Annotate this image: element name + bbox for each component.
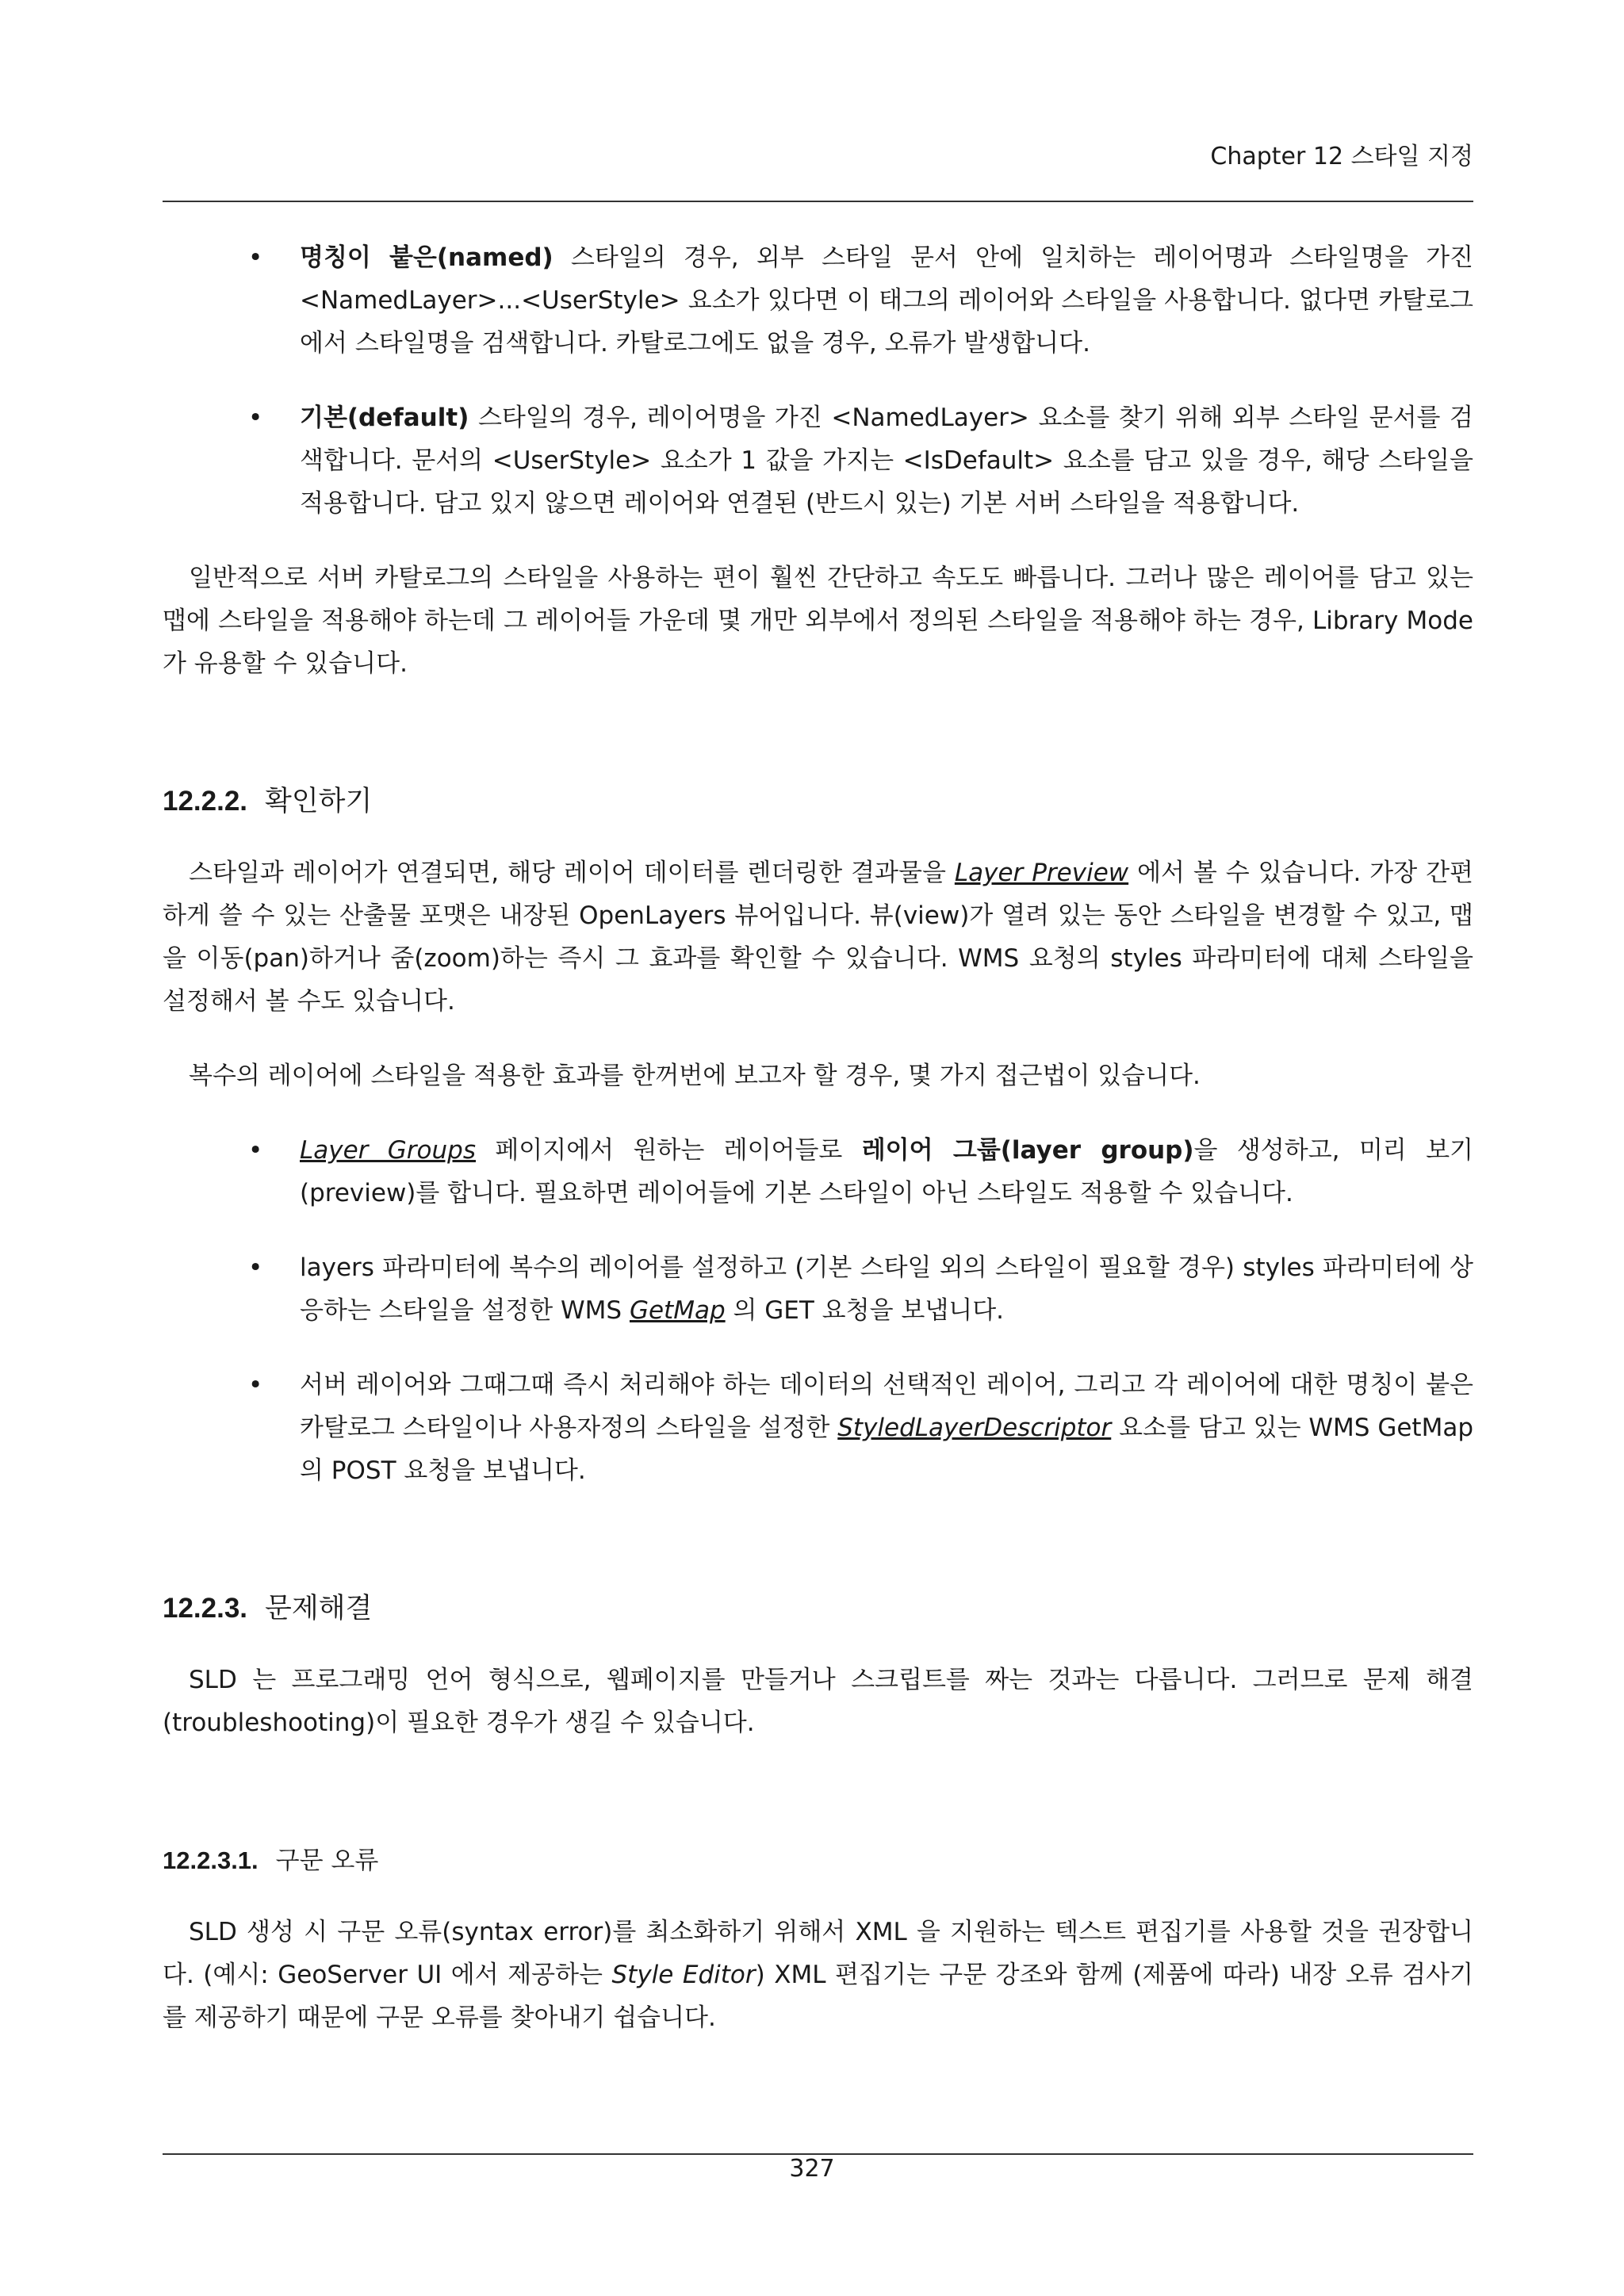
page-number: 327 xyxy=(789,2155,835,2183)
bullet-icon: • xyxy=(248,1136,263,1165)
section-number: 12.2.3. xyxy=(163,1593,248,1624)
layer-groups-link[interactable]: Layer Groups xyxy=(300,1136,476,1165)
paragraph: SLD 생성 시 구문 오류(syntax error)를 최소화하기 위해서 XML 을 지원하는 텍스트 편집기를 사용할 것을 권장합니다. (예시: GeoServer UI 에서 제공하는 Style Editor) XML 편집기는 구문 강조와 함께 (제품에 따라) 내장 오류 검사기를 제공하기 때문에 구문 오류를 찾아내기 쉽습니다. xyxy=(163,1918,1473,2032)
styledlayerdescriptor-link[interactable]: StyledLayerDescriptor xyxy=(837,1414,1112,1442)
bold-term: 레이어 그룹(layer group) xyxy=(861,1136,1194,1165)
list-item xyxy=(163,236,1473,365)
subsection-heading xyxy=(163,1839,1473,1882)
section-number: 12.2.3.1. xyxy=(163,1846,259,1874)
paragraph: 일반적으로 서버 카탈로그의 스타일을 사용하는 편이 훨씬 간단하고 속도도 빠릅니다. 그러나 많은 레이어를 담고 있는 맵에 스타일을 적용해야 하는데 그 레이어들 가운데 몇 개만 외부에서 정의된 스타일을 적용해야 하는 경우, Library Mode 가 유용할 수 있습니다. xyxy=(163,564,1473,678)
list-item: • 서버 레이어와 그때그때 즉시 처리해야 하는 데이터의 선택적인 레이어, 그리고 각 레이어에 대한 명칭이 붙은 카탈로그 스타일이나 사용자정의 스타일을 설정한 StyledLayerDescriptor 요소를 담고 있는 WMS GetMap 의 POST 요청을 보냅니다. xyxy=(163,1364,1473,1492)
page-content xyxy=(163,236,1473,2039)
paragraph: 스타일과 레이어가 연결되면, 해당 레이어 데이터를 렌더링한 결과물을 Layer Preview 에서 볼 수 있습니다. 가장 간편하게 쓸 수 있는 산출물 포맷은 내장된 OpenLayers 뷰어입니다. 뷰(view)가 열려 있는 동안 스타일을 변경할 수 있고, 맵을 이동(pan)하거나 줌(zoom)하는 즉시 그 효과를 확인할 수 있습니다. WMS 요청의 styles 파라미터에 대체 스타일을 설정해서 볼 수도 있습니다. xyxy=(163,859,1473,1016)
list-item-text: 스타일의 경우, 레이어명을 가진 <NamedLayer> 요소를 찾기 위해 외부 스타일 문서를 검색합니다. 문서의 <UserStyle> 요소가 1 값을 가지는 <IsDefault> 요소를 담고 있을 경우, 해당 스타일을 적용합니다. 담고 있지 않으면 레이어와 연결된 (반드시 있는) 기본 서버 스타일을 적용합니다. xyxy=(300,404,1473,518)
bullet-icon: • xyxy=(248,1371,263,1399)
paragraph: 복수의 레이어에 스타일을 적용한 효과를 한꺼번에 보고자 할 경우, 몇 가지 접근법이 있습니다. xyxy=(189,1062,1201,1090)
section-title: 확인하기 xyxy=(265,786,373,817)
italic-term: Style Editor xyxy=(611,1961,756,1989)
section-number: 12.2.2. xyxy=(163,786,248,817)
bold-term: 기본(default) xyxy=(300,404,469,432)
storage-bullet-list xyxy=(163,236,1473,525)
layer-preview-link[interactable]: Layer Preview xyxy=(954,859,1129,887)
list-item: • layers 파라미터에 복수의 레이어를 설정하고 (기본 스타일 외의 스타일이 필요할 경우) styles 파라미터에 상응하는 스타일을 설정한 WMS GetMap 의 GET 요청을 보냅니다. xyxy=(163,1246,1473,1332)
list-item xyxy=(163,396,1473,525)
section-title: 구문 오류 xyxy=(275,1846,379,1875)
approach-bullet-list xyxy=(163,1129,1473,1492)
getmap-link[interactable]: GetMap xyxy=(629,1296,726,1325)
header-rule xyxy=(163,201,1473,202)
section-heading xyxy=(163,1587,1473,1630)
bullet-icon: • xyxy=(248,1253,263,1282)
section-title: 문제해결 xyxy=(265,1593,373,1624)
list-item: • Layer Groups 페이지에서 원하는 레이어들로 레이어 그룹(layer group)을 생성하고, 미리 보기(preview)를 합니다. 필요하면 레이어들에 기본 스타일이 아닌 스타일도 적용할 수 있습니다. xyxy=(163,1129,1473,1215)
bullet-icon: • xyxy=(248,404,263,432)
section-heading xyxy=(163,780,1473,823)
bold-term: 명칭이 붙은(named) xyxy=(300,243,553,272)
list-item-text: 스타일의 경우, 외부 스타일 문서 안에 일치하는 레이어명과 스타일명을 가진 <NamedLayer>...<UserStyle> 요소가 있다면 이 태그의 레이어와 스타일을 사용합니다. 없다면 카탈로그에서 스타일명을 검색합니다. 카탈로그에도 없을 경우, 오류가 발생합니다. xyxy=(300,243,1473,358)
paragraph: SLD 는 프로그래밍 언어 형식으로, 웹페이지를 만들거나 스크립트를 짜는 것과는 다릅니다. 그러므로 문제 해결(troubleshooting)이 필요한 경우가 생길 수 있습니다. xyxy=(163,1666,1473,1737)
bullet-icon: • xyxy=(248,243,263,272)
running-header: Chapter 12 스타일 지정 xyxy=(1210,143,1473,170)
